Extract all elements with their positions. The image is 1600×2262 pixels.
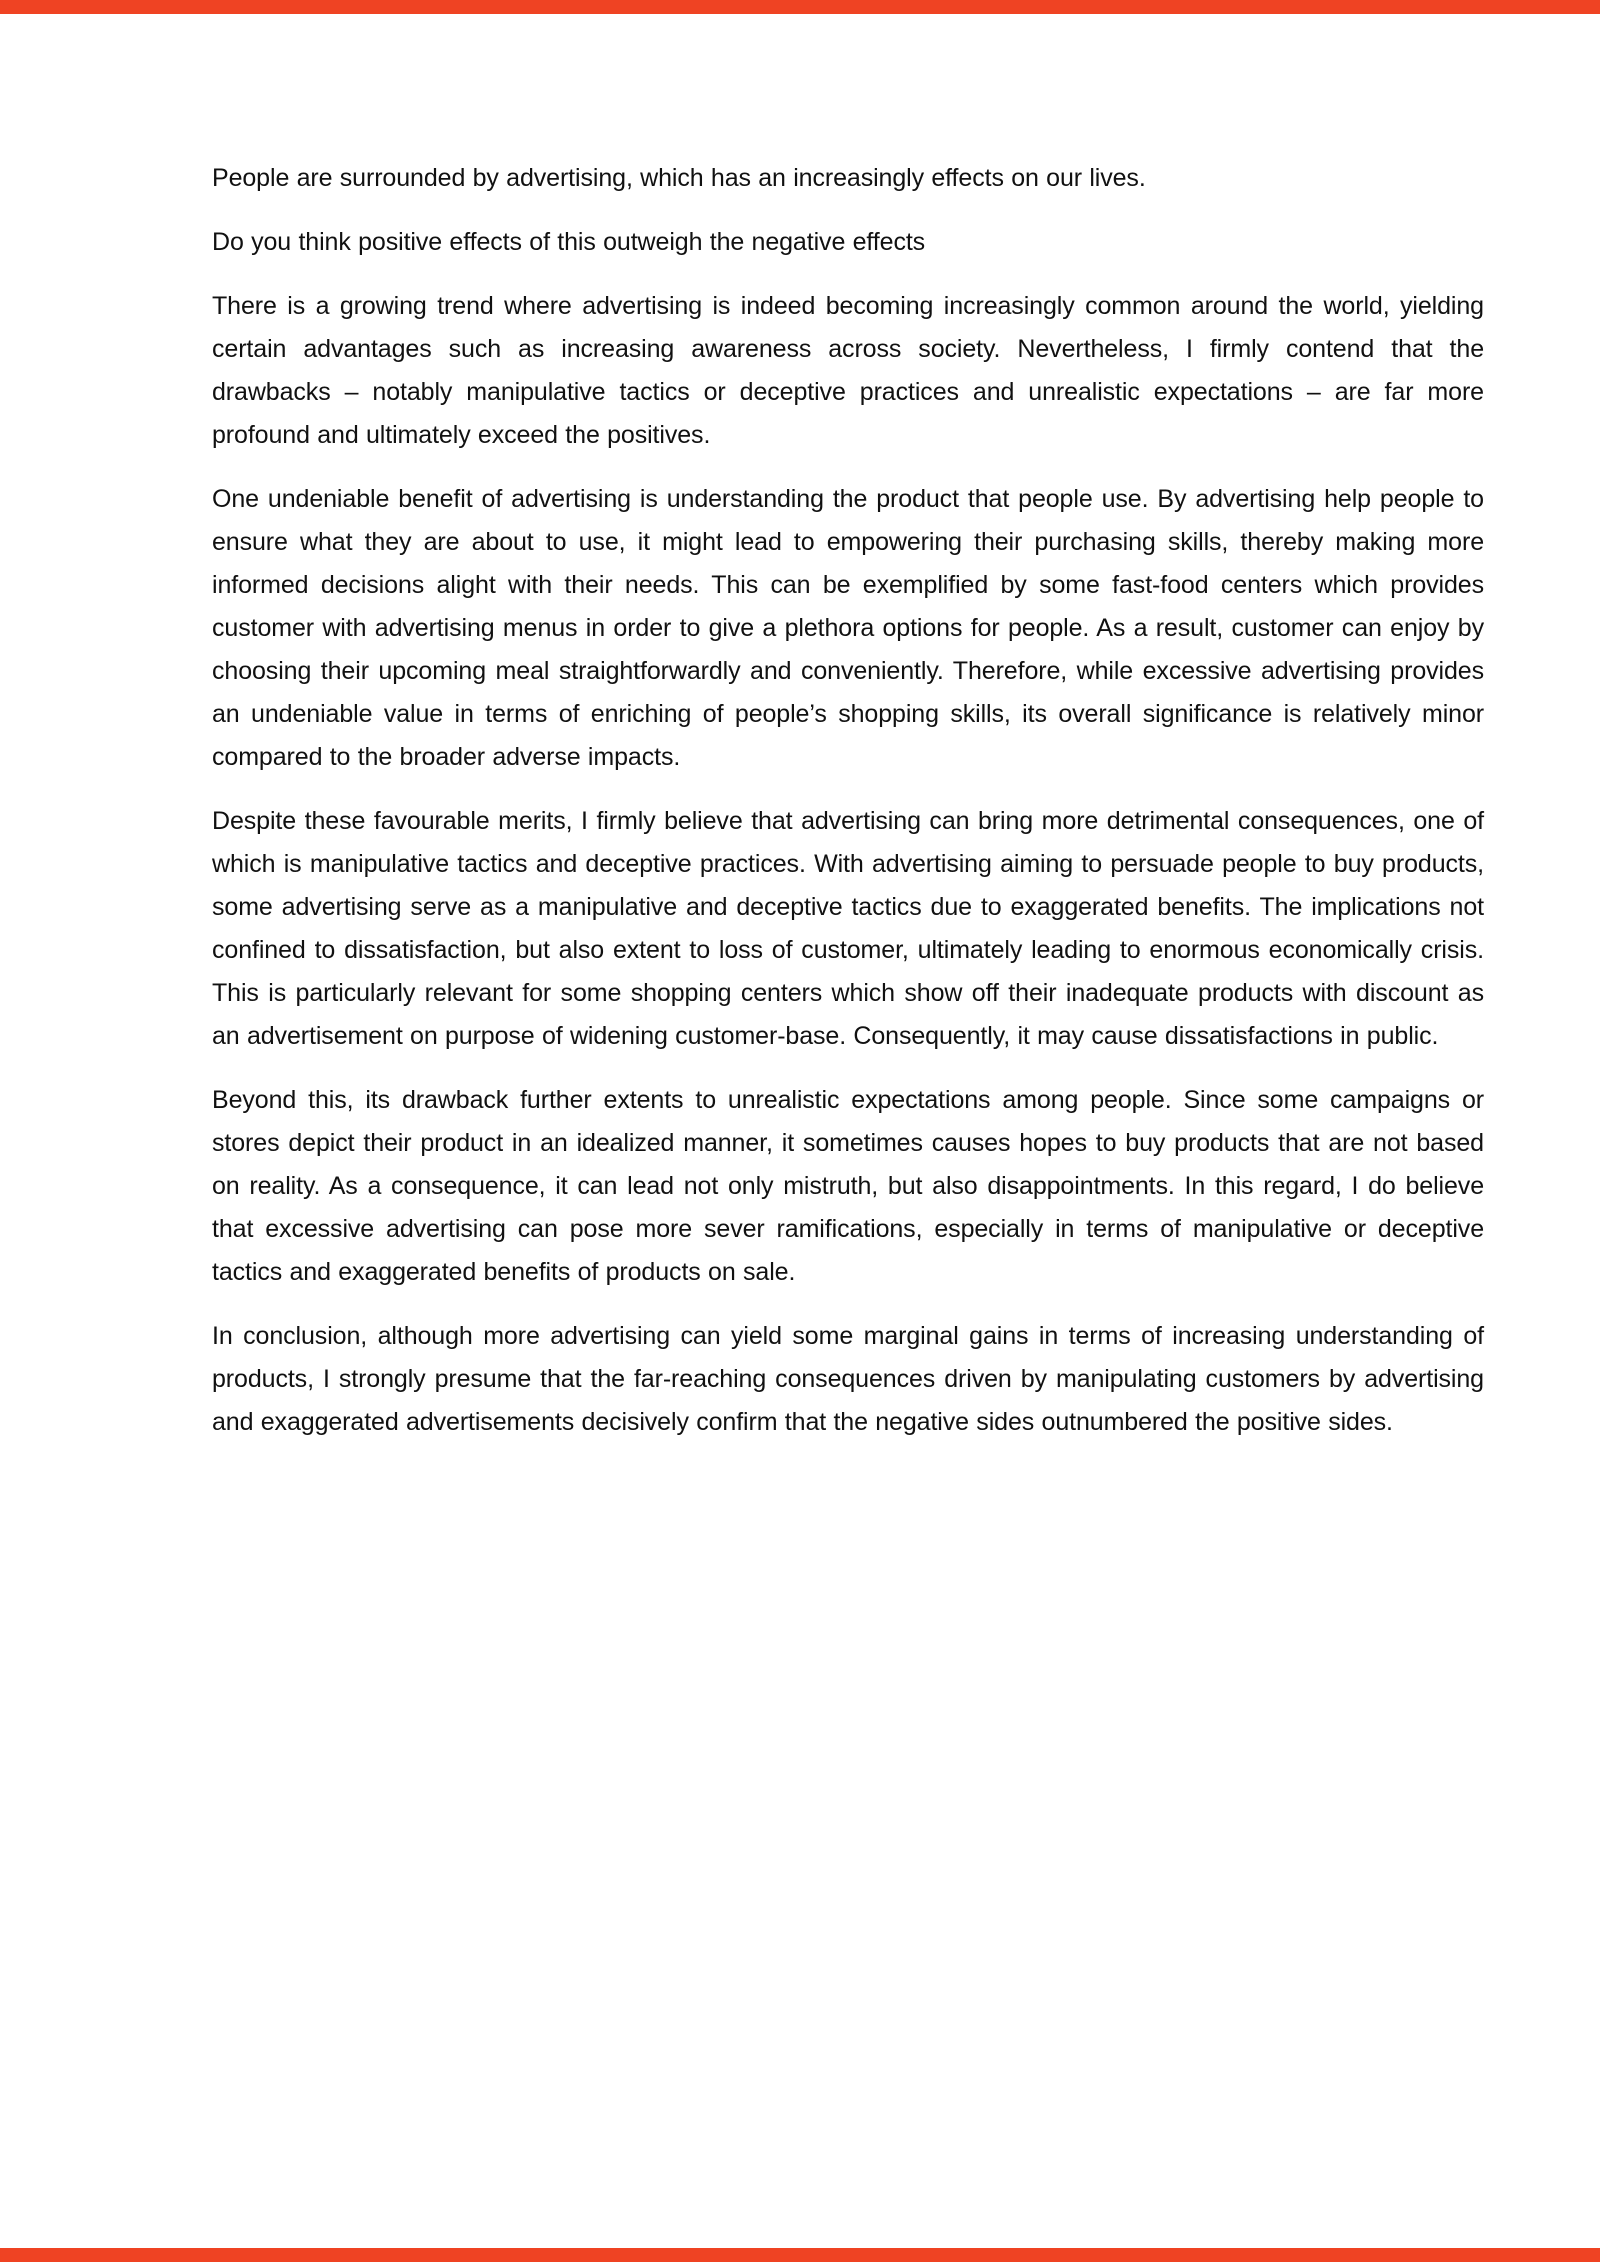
- essay-prompt-line-2: Do you think positive effects of this outweigh the negative effects: [212, 228, 926, 256]
- essay-paragraph-drawback-expectations: Beyond this, its drawback further extents to unrealistic expectations among people. Since some campaigns or stores depict their product in an idealized manner, it sometimes causes hopes to buy products that are not based on reality. As a consequence, it can lead not only mistruth, but also disappointments. In this regard, I do believe that excessive advertising can pose more sever ramifications, especially in terms of manipulative or deceptive tactics and exaggerated benefits of products on sale.: [212, 1086, 1484, 1286]
- essay-paragraph-introduction: There is a growing trend where advertising is indeed becoming increasingly common around the world, yielding certain advantages such as increasing awareness across society. Nevertheless, I firmly contend that the drawbacks – notably manipulative tactics or deceptive practices and unrealistic expectations – are far more profound and ultimately exceed the positives.: [212, 292, 1484, 449]
- essay-paragraph-benefit: One undeniable benefit of advertising is understanding the product that people use. By advertising help people to ensure what they are about to use, it might lead to empowering their purchasing skills, thereby making more informed decisions alight with their needs. This can be exemplified by some fast-food centers which provides customer with advertising menus in order to give a plethora options for people. As a result, customer can enjoy by choosing their upcoming meal straightforwardly and conveniently. Therefore, while excessive advertising provides an undeniable value in terms of enriching of people’s shopping skills, its overall significance is relatively minor compared to the broader adverse impacts.: [212, 485, 1484, 771]
- document-page: [212, 157, 1484, 1465]
- essay-paragraph-drawback-manipulation: Despite these favourable merits, I firmly believe that advertising can bring more detrimental consequences, one of which is manipulative tactics and deceptive practices. With advertising aiming to persuade people to buy products, some advertising serve as a manipulative and deceptive tactics due to exaggerated benefits. The implications not confined to dissatisfaction, but also extent to loss of customer, ultimately leading to enormous economically crisis. This is particularly relevant for some shopping centers which show off their inadequate products with discount as an advertisement on purpose of widening customer-base. Consequently, it may cause dissatisfactions in public.: [212, 807, 1484, 1050]
- page-boundary-marker-bottom: [0, 2248, 1600, 2262]
- essay-paragraph-conclusion: In conclusion, although more advertising can yield some marginal gains in terms of increasing understanding of products, I strongly presume that the far-reaching consequences driven by manipulating customers by advertising and exaggerated advertisements decisively confirm that the negative sides outnumbered the positive sides.: [212, 1322, 1484, 1436]
- essay-prompt-line-1: People are surrounded by advertising, which has an increasingly effects on our lives.: [212, 164, 1146, 192]
- page-boundary-marker-top: [0, 0, 1600, 14]
